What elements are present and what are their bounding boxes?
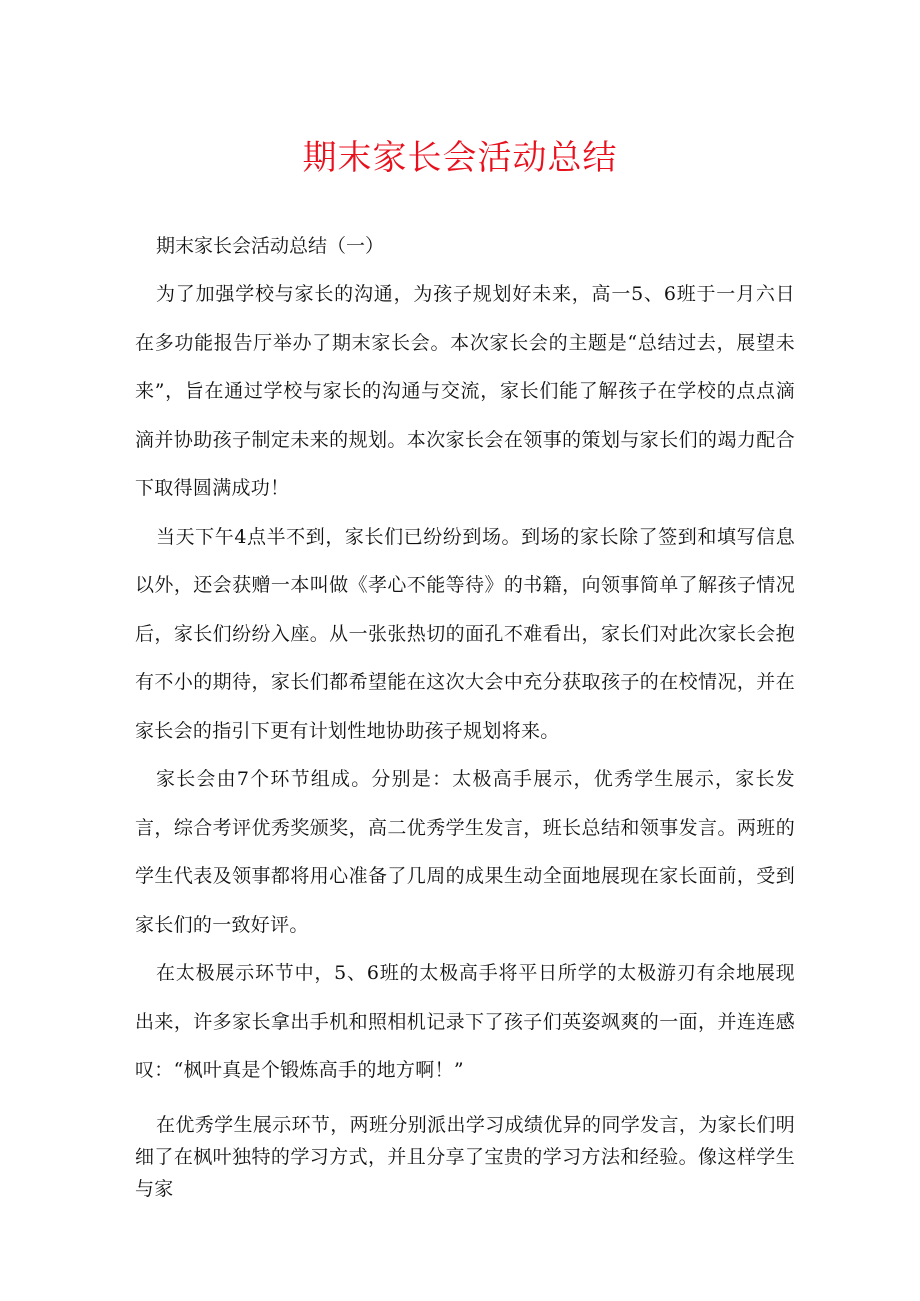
paragraph-5: 在优秀学生展示环节，两班分别派出学习成绩优异的同学发言，为家长们明细了在枫叶独特的学习方式，并且分享了宝贵的学习方法和经验。像这样学生与家 (135, 1113, 795, 1200)
document-body (135, 222, 795, 1205)
section-heading: 期末家长会活动总结（一） (156, 235, 385, 257)
paragraph-2: 当天下午4点半不到，家长们已纷纷到场。到场的家长除了签到和填写信息以外，还会获赠一本叫做《孝心不能等待》的书籍，向领事简单了解孩子情况后，家长们纷纷入座。从一张张热切的面孔不难看出，家长们对此次家长会抱有不小的期待，家长们都希望能在这次大会中充分获取孩子的在校情况，并在家长会的指引下更有计划性地协助孩子规划将来。 (135, 525, 795, 742)
paragraph-3: 家长会由7个环节组成。分别是：太极高手展示，优秀学生展示，家长发言，综合考评优秀奖颁奖，高二优秀学生发言，班长总结和领事发言。两班的学生代表及领事都将用心准备了几周的成果生动全面地展现在家长面前，受到家长们的一致好评。 (135, 768, 795, 936)
paragraph-1: 为了加强学校与家长的沟通，为孩子规划好未来，高一5、6班于一月六日在多功能报告厅举办了期末家长会。本次家长会的主题是“总结过去，展望未来”，旨在通过学校与家长的沟通与交流，家长们能了解孩子在学校的点点滴滴并协助孩子制定未来的规划。本次家长会在领事的策划与家长们的竭力配合下取得圆满成功！ (135, 283, 795, 499)
document-title: 期末家长会活动总结 (302, 138, 618, 178)
paragraph-4: 在太极展示环节中，5、6班的太极高手将平日所学的太极游刃有余地展现出来，许多家长拿出手机和照相机记录下了孩子们英姿飒爽的一面，并连连感叹：“枫叶真是个锻炼高手的地方啊！” (135, 962, 795, 1081)
